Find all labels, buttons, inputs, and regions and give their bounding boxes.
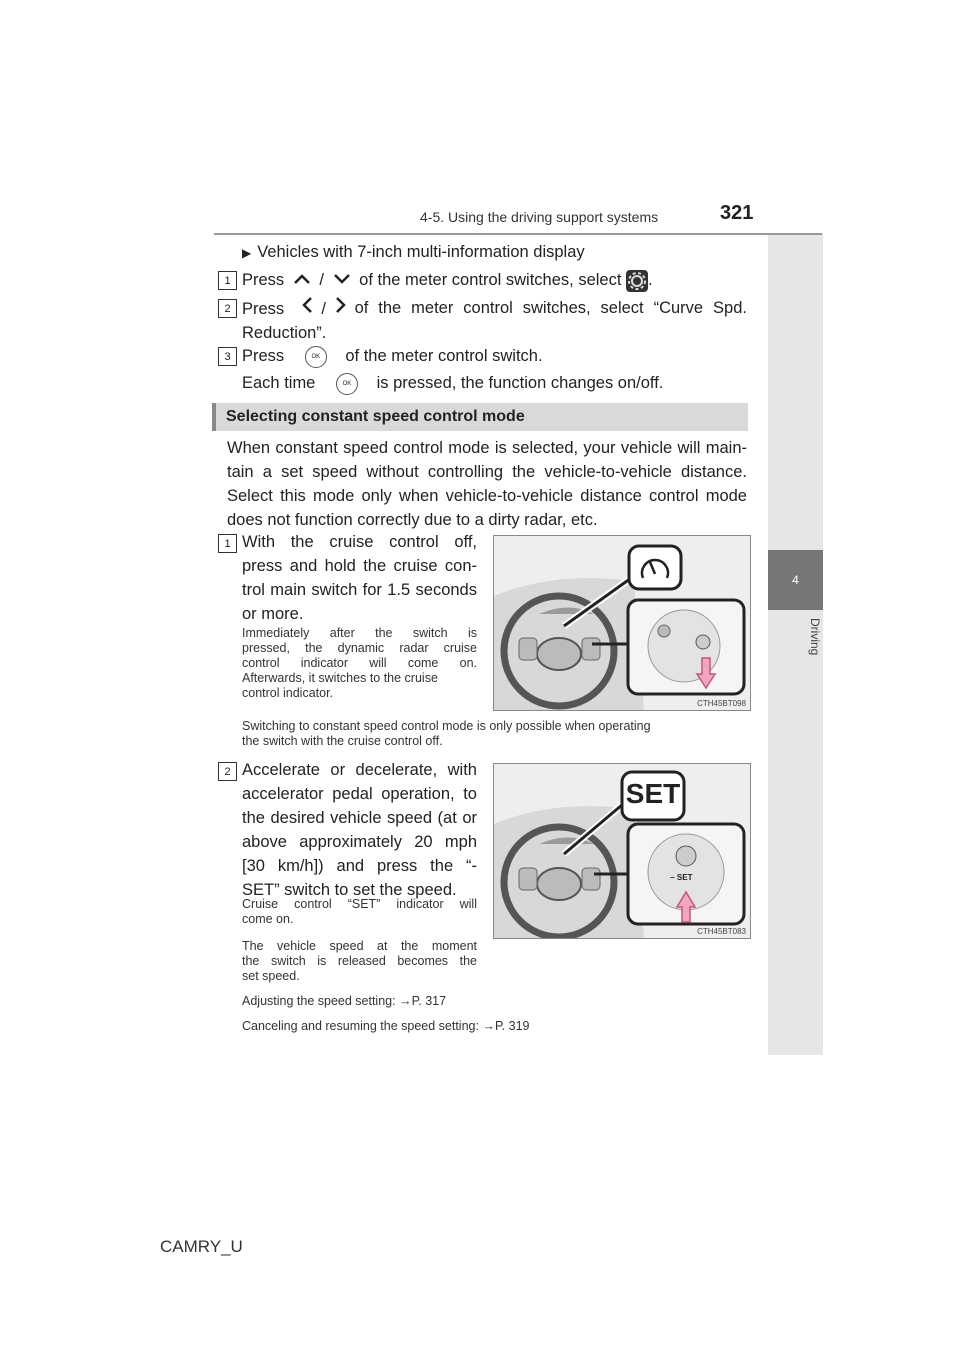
chevron-up-icon xyxy=(293,268,311,292)
chapter-tab-number: 4 xyxy=(768,550,823,610)
step-number: 3 xyxy=(218,347,237,366)
intro-paragraph: When constant speed control mode is selected, your vehicle will main- tain a set speed without controlling the vehicle-to-vehicle distance. Select this mode only when vehicle-to-vehicle distance control mode does not function correctly due to a dirty radar, etc. xyxy=(227,439,747,529)
set-switch-label: − SET xyxy=(670,873,693,882)
page-link[interactable]: P. 317 xyxy=(411,994,447,1008)
settings-gear-icon xyxy=(626,270,648,292)
chevron-left-icon xyxy=(301,296,313,321)
image-code: CTH45BT083 xyxy=(697,927,746,936)
arrow-icon: → xyxy=(482,1019,495,1033)
steering-wheel-diagram xyxy=(494,536,750,710)
step-1-text: Press / of the meter control switches, select . xyxy=(242,268,653,292)
step-2-note-1: Cruise control “SET” indicator will come on. xyxy=(242,897,477,926)
footer-model: CAMRY_U xyxy=(160,1237,243,1256)
step-3-text: Press OK of the meter control switch. xyxy=(242,344,543,368)
section-header: 4-5. Using the driving support systems xyxy=(420,209,659,225)
vehicles-heading: ▶ Vehicles with 7-inch multi-information display xyxy=(242,243,585,261)
step-1-note: Immediately after the switch is pressed, the dynamic radar cruise control indicator will come on. Afterwards, it switches to the cruise control indicator. xyxy=(242,626,477,700)
cruise-switch-illustration xyxy=(493,535,751,711)
ref-adjusting[interactable]: Adjusting the speed setting: →P. 317 xyxy=(242,994,447,1008)
header-divider xyxy=(214,233,822,235)
step-1-instruction: With the cruise control off, press and hold the cruise con- trol main switch for 1.5 seconds or more. xyxy=(242,533,477,623)
set-switch-illustration xyxy=(493,763,751,939)
step-number: 1 xyxy=(218,534,237,553)
arrow-icon: → xyxy=(399,994,412,1008)
switch-note: Switching to constant speed control mode is only possible when operating the switch with the cruise control off. xyxy=(242,719,651,748)
ref-canceling[interactable]: Canceling and resuming the speed setting: →P. 319 xyxy=(242,1019,530,1033)
set-callout-label: SET xyxy=(625,778,681,809)
page-link[interactable]: P. 319 xyxy=(494,1019,530,1033)
step-2-note-2: The vehicle speed at the moment the switch is released becomes the set speed. xyxy=(242,939,477,983)
step-number: 2 xyxy=(218,762,237,781)
step-2-text: Press / of the meter control switches, select “Curve Spd. Reduction”. xyxy=(242,296,747,345)
page-number: 321 xyxy=(720,202,754,224)
chevron-right-icon xyxy=(335,296,347,321)
ok-button-icon: OK xyxy=(336,373,358,395)
section-title: Selecting constant speed control mode xyxy=(212,403,748,431)
chapter-tab-label: Driving xyxy=(808,618,822,656)
image-code: CTH45BT098 xyxy=(697,699,746,708)
step-number: 2 xyxy=(218,299,237,318)
triangle-bullet-icon: ▶ xyxy=(242,246,252,260)
each-time-text: Each time OK is pressed, the function changes on/off. xyxy=(242,371,663,395)
step-number: 1 xyxy=(218,271,237,290)
ok-button-icon: OK xyxy=(305,346,327,368)
step-2-instruction: Accelerate or decelerate, with accelerator pedal operation, to the desired vehicle speed (at or above approximately 20 mph [30 km/h]) and press the “- SET” switch to set the speed. xyxy=(242,761,477,899)
chevron-down-icon xyxy=(333,268,351,292)
